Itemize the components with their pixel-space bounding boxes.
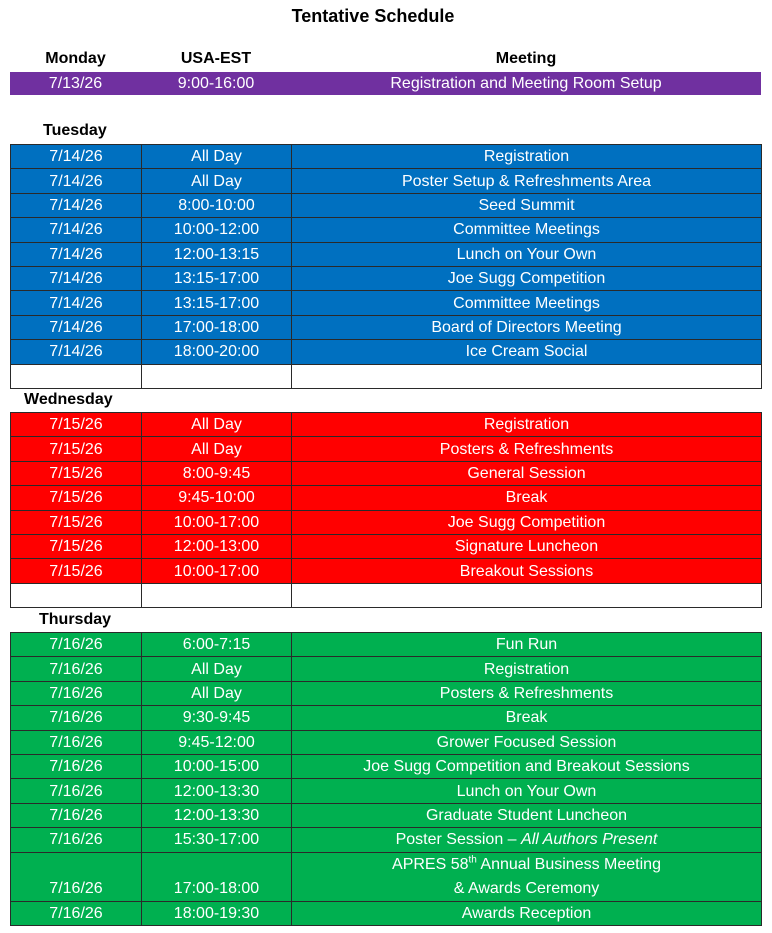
meeting-cell: Committee Meetings (292, 218, 762, 242)
day-label-thursday: Thursday (39, 611, 112, 628)
meeting-cell: Signature Luncheon (292, 534, 762, 558)
date-cell: 7/14/26 (11, 169, 142, 193)
date-cell: 7/16/26 (11, 828, 142, 852)
meeting-cell: Registration and Meeting Room Setup (291, 72, 761, 95)
time-cell: 12:00-13:00 (142, 534, 292, 558)
time-cell: 12:00-13:30 (142, 803, 292, 827)
time-cell: 17:00-18:00 (142, 315, 292, 339)
date-cell: 7/14/26 (11, 315, 142, 339)
time-cell: 9:45-12:00 (142, 730, 292, 754)
meeting-cell: Breakout Sessions (292, 559, 762, 583)
meeting-cell: Seed Summit (292, 193, 762, 217)
time-cell: 9:00-16:00 (141, 72, 291, 95)
thursday-table (10, 632, 762, 926)
meeting-cell: Posters & Refreshments (292, 681, 762, 705)
meeting-cell: Registration (292, 145, 762, 169)
meeting-cell: Joe Sugg Competition (292, 510, 762, 534)
table-row (11, 633, 762, 657)
empty-cell (11, 583, 142, 607)
meeting-cell: Registration (292, 657, 762, 681)
empty-row (11, 583, 762, 607)
table-row (11, 510, 762, 534)
date-cell: 7/14/26 (11, 193, 142, 217)
empty-cell (292, 583, 762, 607)
date-cell: 7/13/26 (10, 72, 141, 95)
header-time: USA-EST (180, 50, 252, 67)
table-row (11, 291, 762, 315)
table-row (11, 828, 762, 852)
day-label-tuesday: Tuesday (43, 122, 107, 139)
meeting-cell: Poster Session – All Authors Present (292, 828, 762, 852)
empty-cell (11, 364, 142, 388)
table-row (11, 852, 762, 901)
meeting-cell: APRES 58th Annual Business Meeting & Awards Ceremony (292, 852, 762, 901)
date-cell: 7/15/26 (11, 510, 142, 534)
meeting-cell: Posters & Refreshments (292, 437, 762, 461)
wednesday-table (10, 412, 762, 608)
time-cell: 15:30-17:00 (142, 828, 292, 852)
date-cell: 7/16/26 (11, 779, 142, 803)
time-cell: 10:00-17:00 (142, 510, 292, 534)
table-row (11, 413, 762, 437)
time-cell: 10:00-15:00 (142, 754, 292, 778)
time-cell: 18:00-20:00 (142, 340, 292, 364)
meeting-cell: Board of Directors Meeting (292, 315, 762, 339)
meeting-cell: Lunch on Your Own (292, 779, 762, 803)
time-cell: All Day (142, 657, 292, 681)
time-cell: All Day (142, 145, 292, 169)
time-cell: 6:00-7:15 (142, 633, 292, 657)
table-row (11, 657, 762, 681)
meeting-cell: Break (292, 706, 762, 730)
meeting-cell: Registration (292, 413, 762, 437)
time-cell: 17:00-18:00 (142, 852, 292, 901)
table-row (11, 437, 762, 461)
table-row (11, 461, 762, 485)
date-cell: 7/16/26 (11, 706, 142, 730)
table-row (11, 706, 762, 730)
time-cell: 10:00-12:00 (142, 218, 292, 242)
meeting-cell: Awards Reception (292, 901, 762, 925)
date-cell: 7/15/26 (11, 486, 142, 510)
table-row (10, 72, 761, 95)
date-cell: 7/15/26 (11, 461, 142, 485)
time-cell: 12:00-13:15 (142, 242, 292, 266)
time-cell: 12:00-13:30 (142, 779, 292, 803)
date-cell: 7/16/26 (11, 633, 142, 657)
empty-cell (142, 583, 292, 607)
meeting-cell: Poster Setup & Refreshments Area (292, 169, 762, 193)
date-cell: 7/16/26 (11, 901, 142, 925)
table-row (11, 315, 762, 339)
date-cell: 7/15/26 (11, 534, 142, 558)
date-cell: 7/14/26 (11, 242, 142, 266)
table-row (11, 266, 762, 290)
meeting-cell: Fun Run (292, 633, 762, 657)
table-row (11, 340, 762, 364)
date-cell: 7/15/26 (11, 437, 142, 461)
time-cell: 8:00-10:00 (142, 193, 292, 217)
date-cell: 7/16/26 (11, 754, 142, 778)
empty-cell (292, 364, 762, 388)
time-cell: 9:45-10:00 (142, 486, 292, 510)
table-row (11, 145, 762, 169)
table-row (11, 486, 762, 510)
table-row (11, 730, 762, 754)
time-cell: 18:00-19:30 (142, 901, 292, 925)
time-cell: All Day (142, 681, 292, 705)
time-cell: 8:00-9:45 (142, 461, 292, 485)
table-row (11, 901, 762, 925)
date-cell: 7/16/26 (11, 803, 142, 827)
table-row (11, 754, 762, 778)
meeting-cell: Joe Sugg Competition and Breakout Sessions (292, 754, 762, 778)
table-row (11, 218, 762, 242)
meeting-cell: Committee Meetings (292, 291, 762, 315)
time-cell: 13:15-17:00 (142, 266, 292, 290)
table-row (11, 681, 762, 705)
meeting-cell: Ice Cream Social (292, 340, 762, 364)
date-cell: 7/16/26 (11, 730, 142, 754)
date-cell: 7/14/26 (11, 266, 142, 290)
time-cell: All Day (142, 413, 292, 437)
time-cell: 10:00-17:00 (142, 559, 292, 583)
table-row (11, 534, 762, 558)
table-row (11, 169, 762, 193)
empty-cell (142, 364, 292, 388)
time-cell: 9:30-9:45 (142, 706, 292, 730)
day-label-wednesday: Wednesday (24, 391, 113, 408)
empty-row (11, 364, 762, 388)
meeting-cell: Break (292, 486, 762, 510)
date-cell: 7/14/26 (11, 218, 142, 242)
meeting-cell: Lunch on Your Own (292, 242, 762, 266)
table-row (11, 803, 762, 827)
table-row (11, 559, 762, 583)
meeting-cell: Joe Sugg Competition (292, 266, 762, 290)
header-day: Monday (45, 50, 106, 67)
table-row (11, 779, 762, 803)
date-cell: 7/16/26 (11, 681, 142, 705)
tuesday-table (10, 144, 762, 389)
date-cell: 7/16/26 (11, 852, 142, 901)
meeting-cell: General Session (292, 461, 762, 485)
time-cell: 13:15-17:00 (142, 291, 292, 315)
header-meeting: Meeting (495, 50, 557, 67)
table-row (11, 193, 762, 217)
monday-table (10, 72, 761, 95)
date-cell: 7/15/26 (11, 413, 142, 437)
date-cell: 7/16/26 (11, 657, 142, 681)
meeting-cell: Graduate Student Luncheon (292, 803, 762, 827)
date-cell: 7/14/26 (11, 340, 142, 364)
time-cell: All Day (142, 169, 292, 193)
page-title: Tentative Schedule (291, 6, 455, 26)
meeting-cell: Grower Focused Session (292, 730, 762, 754)
date-cell: 7/14/26 (11, 145, 142, 169)
table-row (11, 242, 762, 266)
time-cell: All Day (142, 437, 292, 461)
date-cell: 7/14/26 (11, 291, 142, 315)
date-cell: 7/15/26 (11, 559, 142, 583)
